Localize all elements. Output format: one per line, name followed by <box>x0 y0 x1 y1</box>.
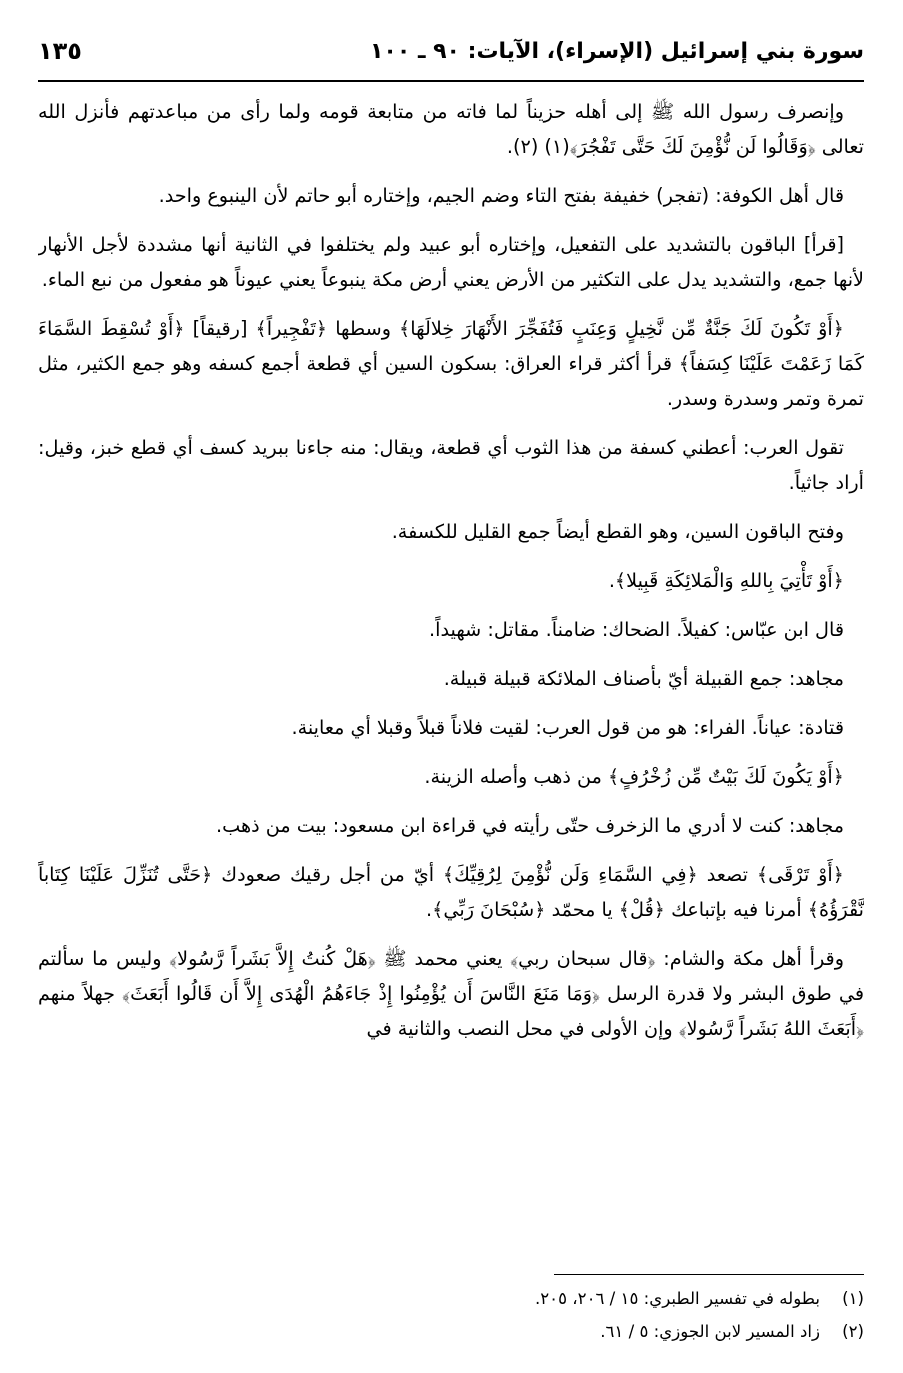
paragraph: قتادة: عياناً. الفراء: هو من قول العرب: لقيت فلاناً قبلاً وقبلا أي معاينة. <box>291 716 844 739</box>
page-header <box>38 28 864 74</box>
paragraph: ﴿أَوْ تَأْتِيَ بِاللهِ وَالْمَلائِكَةِ قَبِيلا﴾. <box>608 569 844 592</box>
paragraph: تقول العرب: أعطني كسفة من هذا الثوب أي قطعة، ويقال: منه جاءنا ببريد كسف أي قطع خبز، وقيل: أراد جاثياً. <box>38 436 864 494</box>
paragraph: وفتح الباقون السين، وهو القطع أيضاً جمع القليل للكسفة. <box>391 520 844 543</box>
footnote-number: (١) <box>842 1289 864 1308</box>
footnote <box>38 1282 864 1315</box>
paragraph: مجاهد: كنت لا أدري ما الزخرف حتّى رأيته في قراءة ابن مسعود: بيت من ذهب. <box>216 814 844 837</box>
page-number: ١٣٥ <box>38 37 82 65</box>
footnote <box>38 1315 864 1348</box>
footnote-number: (٢) <box>842 1322 864 1341</box>
paragraph: [قرأ] الباقون بالتشديد على التفعيل، وإختاره أبو عبيد ولم يختلفوا في الثانية أنها مشددة لأجل الأنهار لأنها جمع، والتشديد يدل على التكثير من الأرض يعني أرض مكة ينبوعاً يعني عيوناً هو مفعول من نبع الماء. <box>38 233 864 291</box>
paragraph: قال ابن عبّاس: كفيلاً. الضحاك: ضامناً. مقاتل: شهيداً. <box>429 618 844 641</box>
footnote-text: بطوله في تفسير الطبري: ١٥ / ٢٠٦، ٢٠٥. <box>534 1289 820 1308</box>
paragraph: مجاهد: جمع القبيلة أيّ بأصناف الملائكة قبيلة قبيلة. <box>443 667 844 690</box>
paragraph: وقرأ أهل مكة والشام: ﴿قال سبحان ربي﴾ يعني محمد ﷺ ﴿هَلْ كُنتُ إِلاَّ بَشَراً رَّسُولا﴾ وليس ما سألتم في طوق البشر ولا قدرة الرسل ﴿وَمَا مَنَعَ النَّاسَ أَن يُؤْمِنُوا إِذْ جَاءَهُمُ الْهُدَى إِلاَّ أَن قَالُوا أَبَعَثَ﴾ جهلاً منهم ﴿أَبَعَثَ اللهُ بَشَراً رَّسُولا﴾ وإن الأولى في محل النصب والثانية في <box>38 947 864 1040</box>
paragraph: ﴿أَوْ تَكُونَ لَكَ جَنَّةٌ مِّن نَّخِيلٍ وَعِنَبٍ فَتُفَجِّرَ الأَنْهَارَ خِلالَهَا﴾ وسطها ﴿تَفْجِيراً﴾ [رقيقاً] ﴿أَوْ تُسْقِطَ السَّمَاءَ كَمَا زَعَمْتَ عَلَيْنَا كِسَفاً﴾ قرأ أكثر قراء العراق: بسكون السين أي قطعة أجمع كسفه وهو جمع الكثير، مثل تمرة وتمر وسدرة وسدر. <box>38 317 864 410</box>
book-page <box>38 28 864 1348</box>
paragraph: ﴿أَوْ تَرْقَى﴾ تصعد ﴿فِي السَّمَاءِ وَلَن نُّؤْمِنَ لِرُقِيِّكَ﴾ أيّ من أجل رقيك صعودك ﴿حَتَّى تُنَزِّلَ عَلَيْنَا كِتَاباً نَّقْرَؤُهُ﴾ أمرنا فيه بإتباعك ﴿قُلْ﴾ يا محمّد ﴿سُبْحَانَ رَبِّي﴾. <box>38 863 864 921</box>
footnotes <box>38 1282 864 1348</box>
paragraph: وإنصرف رسول الله ﷺ إلى أهله حزيناً لما فاته من متابعة قومه ولما رأى من مباعدتهم فأنزل الله تعالى ﴿وَقَالُوا لَن نُّؤْمِنَ لَكَ حَتَّى تَفْجُرَ﴾(١) (٢). <box>38 100 864 158</box>
running-title: سورة بني إسرائيل (الإسراء)، الآيات: ٩٠ ـ ١٠٠ <box>369 38 864 64</box>
header-rule <box>38 80 864 82</box>
body-text <box>38 94 864 1262</box>
footnote-text: زاد المسير لابن الجوزي: ٥ / ٦١. <box>600 1322 820 1341</box>
paragraph: قال أهل الكوفة: (تفجر) خفيفة بفتح التاء وضم الجيم، وإختاره أبو حاتم لأن الينبوع واحد. <box>158 184 844 207</box>
footnote-rule <box>554 1274 864 1275</box>
paragraph: ﴿أَوْ يَكُونَ لَكَ بَيْتٌ مِّن زُخْرُفٍ﴾ من ذهب وأصله الزينة. <box>424 765 844 788</box>
